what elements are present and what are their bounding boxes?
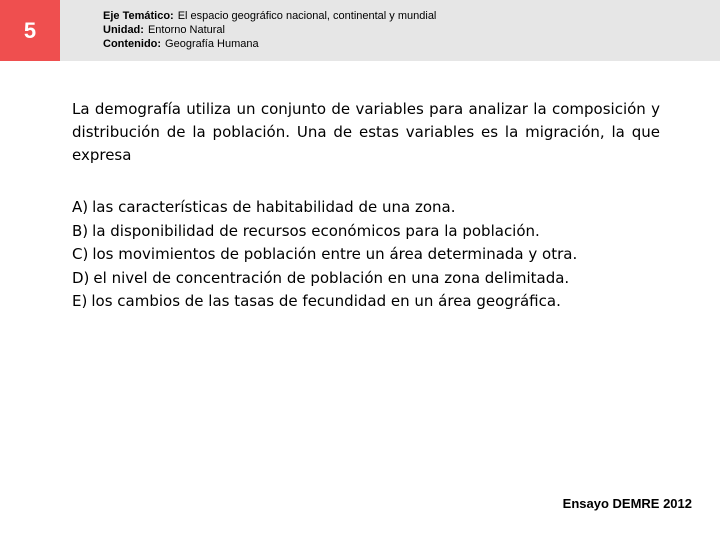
option-letter: C) xyxy=(72,245,89,263)
meta-unidad xyxy=(103,23,436,37)
option-text: la disponibilidad de recursos económicos para la población. xyxy=(92,221,540,240)
meta-value: El espacio geográfico nacional, continental y mundial xyxy=(177,10,437,22)
option-text: los cambios de las tasas de fecundidad en un área geográfica. xyxy=(91,292,561,310)
option-text: las características de habitabilidad de una zona. xyxy=(92,198,456,216)
question-number-badge xyxy=(0,0,60,61)
option-letter: B) xyxy=(72,221,89,240)
option-text: los movimientos de población entre un área determinada y otra. xyxy=(92,245,578,263)
answer-options xyxy=(72,196,692,314)
answer-option-b[interactable] xyxy=(72,220,692,244)
meta-value: Geografía Humana xyxy=(165,38,259,50)
meta-contenido xyxy=(103,37,436,51)
answer-option-c[interactable] xyxy=(72,243,692,267)
answer-option-d[interactable] xyxy=(72,267,692,291)
option-text: el nivel de concentración de población en una zona delimitada. xyxy=(93,268,570,287)
answer-option-e[interactable] xyxy=(72,290,692,314)
meta-label: Unidad: xyxy=(103,24,144,36)
question-number: 5 xyxy=(23,17,37,43)
option-letter: D) xyxy=(72,268,90,287)
meta-eje-tematico xyxy=(103,9,436,23)
answer-option-a[interactable] xyxy=(72,196,692,220)
option-letter: A) xyxy=(72,198,89,216)
meta-label: Eje Temático: xyxy=(103,10,174,22)
question-metadata xyxy=(103,9,436,51)
meta-value: Entorno Natural xyxy=(147,24,225,36)
question-stem: La demografía utiliza un conjunto de variables para analizar la composición y distribución de la población. Una de estas variables es la migración, la que expresa xyxy=(72,100,660,164)
source-footer: Ensayo DEMRE 2012 xyxy=(562,496,692,511)
option-letter: E) xyxy=(72,292,88,310)
meta-label: Contenido: xyxy=(103,38,162,50)
